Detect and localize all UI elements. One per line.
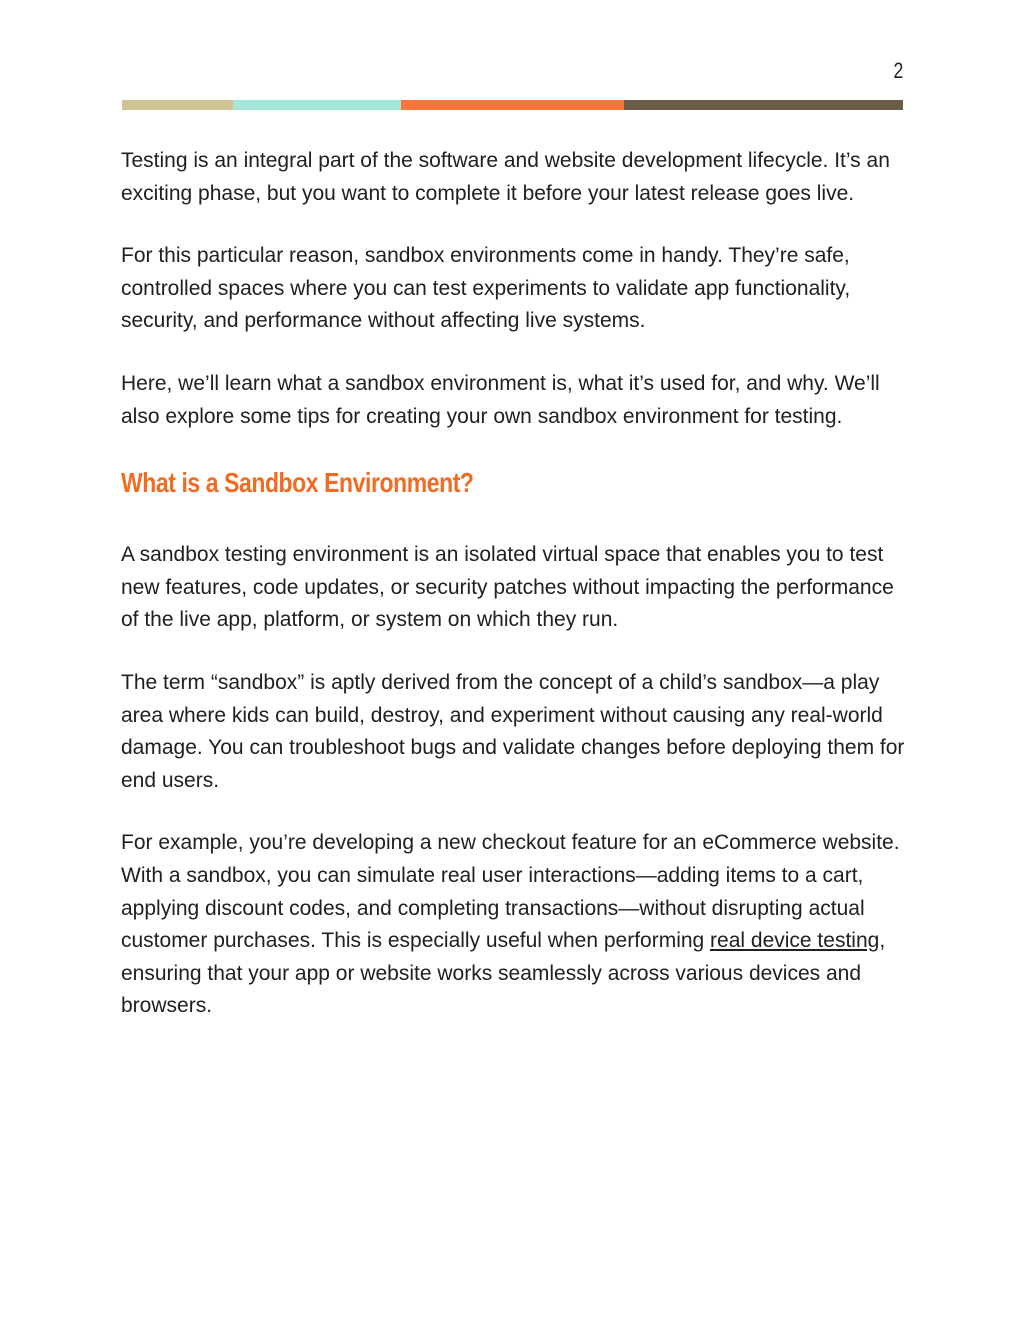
color-bar-segment-orange	[401, 100, 624, 110]
decorative-color-bar	[122, 100, 903, 110]
paragraph-text-before-link: For example, you’re developing a new checkout feature for an eCommerce website. With a sandbox, you can simulate real user interactions—adding items to a cart, applying discount codes, and completing transactions—without disrupting actual customer purchases. This is especially useful when performing	[121, 831, 900, 953]
intro-paragraph-3: Here, we’ll learn what a sandbox environment is, what it’s used for, and why. We’ll also explore some tips for creating your own sandbox environment for testing.	[121, 371, 880, 428]
intro-paragraph-1: Testing is an integral part of the software and website development lifecycle. It’s an exciting phase, but you want to complete it before your latest release goes live.	[121, 149, 890, 205]
section-heading: What is a Sandbox Environment?	[121, 467, 474, 499]
main-content	[121, 145, 911, 1053]
intro-paragraph-2: For this particular reason, sandbox environments come in handy. They’re safe, controlled spaces where you can test experiments to validate app functionality, security, and performance without affecting live systems.	[121, 244, 851, 333]
section-paragraph-1: A sandbox testing environment is an isolated virtual space that enables you to test new features, code updates, or security patches without impacting the performance of the live app, platform, or system on which they run.	[121, 543, 894, 632]
section-paragraph-2: The term “sandbox” is aptly derived from the concept of a child’s sandbox—a play area where kids can build, destroy, and experiment without causing any real-world damage. You can troubleshoot bugs and validate changes before deploying them for end users.	[121, 670, 905, 792]
real-device-testing-link[interactable]: real device testing	[710, 929, 880, 953]
paragraph-text-after-link: , ensuring that your app or website works seamlessly across various devices and browsers.	[121, 929, 886, 1018]
color-bar-segment-brown	[624, 100, 903, 110]
page-number: 2	[893, 58, 903, 83]
color-bar-segment-teal	[233, 100, 401, 110]
color-bar-segment-beige	[122, 100, 233, 110]
section-paragraph-3	[121, 827, 911, 1023]
